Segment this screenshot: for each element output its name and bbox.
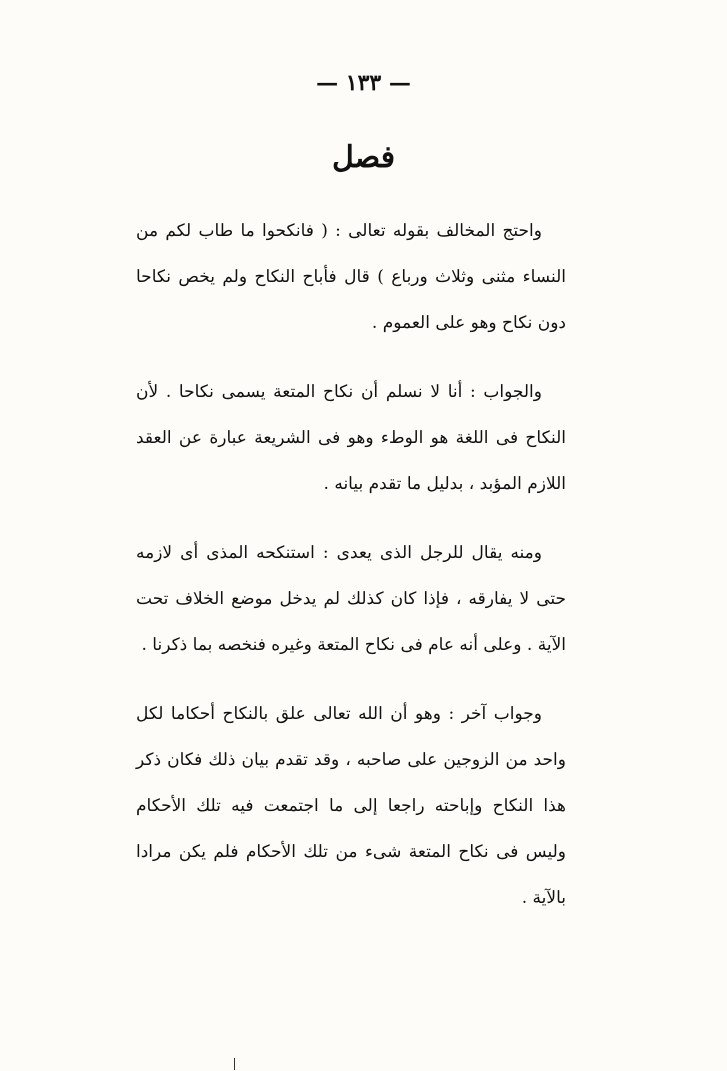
scan-margin-mark [234, 1058, 235, 1070]
paragraph-second-answer: وجواب آخر : وهو أن الله تعالى علق بالنكاح أحكاما لكل واحد من الزوجين على صاحبه ، وقد تقدم بيان ذلك فكان ذكر هذا النكاح وإباحته راجعا إلى ما اجتمعت فيه تلك الأحكام وليس فى نكاح المتعة شىء من تلك الأحكام فلم يكن مرادا بالآية . [136, 704, 566, 908]
paragraph-linguistic-note: ومنه يقال للرجل الذى يعدى : استنكحه المذى أى لازمه حتى لا يفارقه ، فإذا كان كذلك لم يدخل موضع الخلاف تحت الآية . وعلى أنه عام فى نكاح المتعة وغيره فنخصه بما ذكرنا . [136, 543, 566, 655]
paragraph-first-answer: والجواب : أنا لا نسلم أن نكاح المتعة يسمى نكاحا . لأن النكاح فى اللغة هو الوطء وهو فى الشريعة عبارة عن العقد اللازم المؤبد ، بدليل ما تقدم بيانه . [136, 382, 566, 494]
section-title: فصل [331, 140, 396, 175]
page-number: — ١٣٣ — [316, 70, 411, 96]
paragraph-opponent-argument: واحتج المخالف بقوله تعالى : ( فانكحوا ما طاب لكم من النساء مثنى وثلاث ورباع ) قال فأباح النكاح ولم يخص نكاحا دون نكاح وهو على العموم . [136, 221, 566, 333]
body-text [136, 208, 566, 921]
